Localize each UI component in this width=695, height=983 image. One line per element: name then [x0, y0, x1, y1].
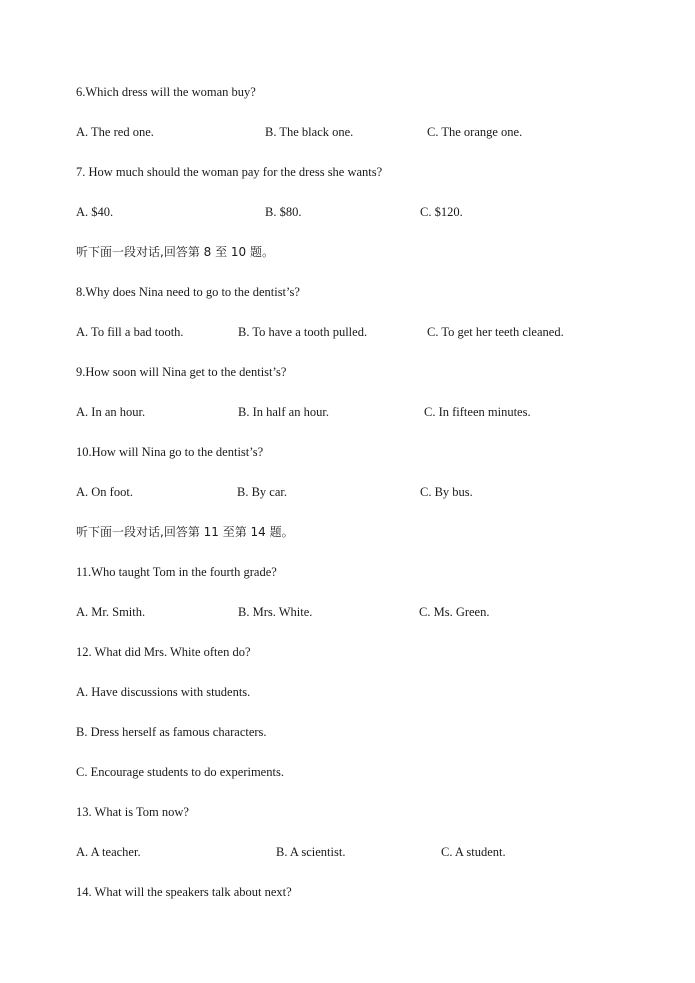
q6-option-a: A. The red one.	[76, 125, 154, 139]
q11-option-c: C. Ms. Green.	[419, 605, 490, 619]
q13-option-a: A. A teacher.	[76, 845, 141, 859]
q11-option-b: B. Mrs. White.	[238, 605, 313, 619]
section-heading-11-14: 听下面一段对话,回答第 11 至第 14 题。	[76, 525, 294, 539]
q9-option-a: A. In an hour.	[76, 405, 146, 419]
question-9: 9.How soon will Nina get to the dentist’s?	[76, 365, 287, 379]
question-6: 6.Which dress will the woman buy?	[76, 85, 256, 99]
q7-option-a: A. $40.	[76, 205, 114, 219]
q12-option-c: C. Encourage students to do experiments.	[76, 765, 284, 779]
question-7: 7. How much should the woman pay for the dress she wants?	[76, 165, 383, 179]
q12-option-a: A. Have discussions with students.	[76, 685, 251, 699]
q11-option-a: A. Mr. Smith.	[76, 605, 146, 619]
q10-option-a: A. On foot.	[76, 485, 133, 499]
q12-option-b: B. Dress herself as famous characters.	[76, 725, 267, 739]
q7-option-b: B. $80.	[265, 205, 302, 219]
question-10: 10.How will Nina go to the dentist’s?	[76, 445, 264, 459]
q13-option-c: C. A student.	[441, 845, 506, 859]
q10-option-c: C. By bus.	[420, 485, 473, 499]
question-14: 14. What will the speakers talk about next?	[76, 885, 292, 899]
q9-option-c: C. In fifteen minutes.	[424, 405, 531, 419]
q8-option-a: A. To fill a bad tooth.	[76, 325, 184, 339]
q6-option-c: C. The orange one.	[427, 125, 523, 139]
section-heading-8-10: 听下面一段对话,回答第 8 至 10 题。	[76, 245, 274, 259]
q8-option-c: C. To get her teeth cleaned.	[427, 325, 564, 339]
q9-option-b: B. In half an hour.	[238, 405, 329, 419]
question-13: 13. What is Tom now?	[76, 805, 189, 819]
q7-option-c: C. $120.	[420, 205, 463, 219]
q13-option-b: B. A scientist.	[276, 845, 346, 859]
q6-option-b: B. The black one.	[265, 125, 354, 139]
question-11: 11.Who taught Tom in the fourth grade?	[76, 565, 277, 579]
question-12: 12. What did Mrs. White often do?	[76, 645, 251, 659]
question-8: 8.Why does Nina need to go to the dentist’s?	[76, 285, 300, 299]
q10-option-b: B. By car.	[237, 485, 287, 499]
q8-option-b: B. To have a tooth pulled.	[238, 325, 368, 339]
